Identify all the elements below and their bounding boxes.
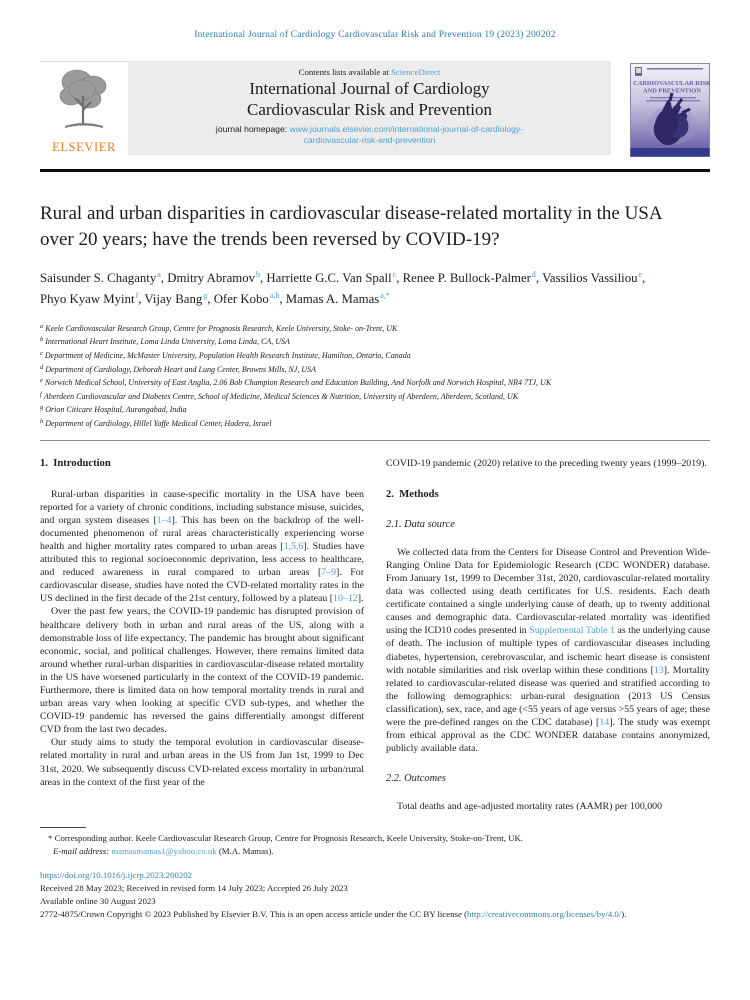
text-segment: g — [203, 291, 208, 301]
reference-link[interactable]: 1,5,6 — [283, 540, 304, 552]
journal-homepage-line — [205, 124, 535, 146]
banner-center — [128, 61, 611, 155]
subsection-heading-data-source: 2.1. Data source — [386, 518, 455, 530]
masthead — [40, 61, 710, 162]
text-segment: , — [279, 292, 286, 307]
text-segment: b — [256, 269, 260, 279]
text-segment: e — [40, 377, 43, 385]
affiliation-item — [40, 375, 710, 389]
article-body — [40, 457, 710, 813]
cc-license-link[interactable]: http://creativecommons.org/licenses/by/4.0/ — [467, 908, 622, 919]
text-segment: c — [40, 349, 43, 357]
affiliation-list — [40, 321, 710, 430]
contents-line — [128, 67, 611, 77]
subsection-heading-outcomes: 2.2. Outcomes — [386, 773, 446, 785]
reference-link[interactable]: 14 — [599, 716, 610, 728]
text-segment: as the underlying cause of death. The inclusion of multiple types of cardiovascular diseases including diabetes, hypertension, cerebrovascular, and ischemic heart disease is consistent with notable similarities and risk overlap within these conditions [ — [386, 625, 710, 676]
text-segment: Orion Citicare Hospital, Aurangabad, India — [45, 405, 187, 415]
text-segment: Contents lists available at — [298, 67, 391, 77]
reference-link[interactable]: 7–9 — [321, 567, 337, 579]
intro-paragraph-2: Over the past few years, the COVID-19 pandemic has disrupted provision of healthcare delivery both in urban and rural areas of the US, along with a demonstrable loss of life expectancy. The pandemic has brought about significant economic, social, and political challenges. However, there remains limited data around whether rural-urban disparities in cardiovascular-disease related mortality in the US have worsened particularly in the context of the COVID-19 pandemic. Furthermore, there is limited data on how temporal mortality trends in rural and urban areas vary when looking at specific CVD sub-types, and whether the COVID-19 pandemic has reversed the gains differentially amongst different CVD from the last two decades. — [40, 606, 364, 736]
affiliation-item — [40, 362, 710, 376]
text-segment: a,* — [380, 291, 390, 301]
text-segment: , — [260, 270, 267, 285]
text-segment: b — [40, 336, 44, 344]
outcomes-paragraph-1: Total deaths and age-adjusted mortality rates (AAMR) per 100,000 — [397, 801, 663, 813]
text-segment: Aberdeen Cardiovascular and Diabetes Centre, School of Medicine, Medical Sciences & Nutrition, University of Aberdeen, Aberdeen, Scotland, UK — [43, 391, 519, 401]
doi-link[interactable]: https://doi.org/10.1016/j.ijcrp.2023.200202 — [40, 869, 193, 880]
text-segment: Dmitry Abramov — [167, 270, 255, 285]
text-segment: We collected data from the Centers for Disease Control and Prevention Wide-Ranging Online Data for Epidemiologic Research (CDC WONDER) database. From January 1st, 1999 to December 31st, 2020, cardiovascular-related mortality data was collected using death certificates for U.S. residents. Each death certificate contained a single underlying cause of death, up to twenty additional causes and demographic data. Cardiovascular-related mortality was identified using the ICD10 codes presented in — [386, 546, 710, 637]
received-dates: Received 28 May 2023; Received in revised form 14 July 2023; Accepted 26 July 2023 — [40, 882, 348, 893]
methods-paragraph-1 — [386, 546, 710, 756]
intro-paragraph-continuation: COVID-19 pandemic (2020) relative to the preceding twenty years (1999–2019). — [386, 458, 707, 470]
text-segment: Harriette G.C. Van Spall — [266, 270, 392, 285]
text-segment: Mamas A. Mamas — [285, 292, 380, 307]
journal-banner — [40, 61, 611, 155]
text-segment: ]. This has been on the backdrop of the well-documented phenomenon of rural areas characteristically experiencing worse health and higher mortality rates compared to urban areas [ — [40, 514, 364, 552]
text-segment: Department of Cardiology, Hillel Yaffe Medical Center, Hadera, Israel — [45, 418, 272, 428]
footnotes — [40, 832, 710, 857]
text-segment: Vassilios Vassiliou — [542, 270, 638, 285]
text-segment: Department of Cardiology, Deborah Heart and Lung Center, Browns Mills, NJ, USA — [45, 364, 316, 374]
text-segment: (M.A. Mamas). — [216, 846, 274, 857]
text-segment: Phyo Kyaw Myint — [40, 292, 135, 307]
text-segment: h — [40, 417, 44, 425]
text-segment: ]. Mortality related to cardiovascular-related disease was queried and stratified according to the following demographics: urban-rural designation (2013 US Census classification), sex, race, and age (<55 years of age versus >55 years of age; these were the pre-defined ranges on the CDC database) [ — [386, 664, 710, 728]
text-segment: c — [392, 269, 397, 279]
journal-title: International Journal of Cardiology Cardiovascular Risk and Prevention — [246, 79, 493, 119]
left-column — [40, 457, 364, 813]
text-segment: , — [396, 270, 403, 285]
supplemental-table-link[interactable]: Supplemental Table 1 — [529, 625, 616, 637]
affiliation-item — [40, 348, 710, 362]
text-segment: a,h — [269, 291, 280, 301]
text-segment: journal homepage: — [215, 124, 290, 134]
publication-info — [40, 869, 710, 921]
corresponding-author-note: * Corresponding author. Keele Cardiovascular Research Group, Centre for Prognosis Research, Keele University, Stoke-on-Trent, UK. — [48, 833, 523, 844]
affiliation-item — [40, 334, 710, 348]
text-segment: 2772-4875/Crown Copyright © 2023 Published by Elsevier B.V. This is an open access article under the CC BY license ( — [40, 908, 468, 919]
email-note — [53, 845, 710, 858]
section-heading-methods: 2. Methods — [386, 488, 439, 500]
journal-cover-thumbnail — [630, 63, 710, 162]
text-segment: g — [40, 404, 44, 412]
text-segment: Keele Cardiovascular Research Group, Centre for Prognosis Research, Keele University, Stoke- on-Trent, UK — [45, 323, 398, 333]
journal-homepage-link[interactable]: www.journals.elsevier.com/international-journal-of-cardiology-cardiovascular-risk-and-prevention — [289, 124, 524, 145]
article-title: Rural and urban disparities in cardiovascular disease-related mortality in the USA over 20 years; have the trends been reversed by COVID-19? — [40, 203, 662, 250]
svg-text:AND PREVENTION: AND PREVENTION — [642, 87, 702, 95]
elsevier-tree-icon — [55, 66, 113, 139]
text-segment: a — [40, 322, 44, 330]
text-segment: e — [638, 269, 643, 279]
available-online: Available online 30 August 2023 — [40, 895, 156, 906]
text-segment: Department of Medicine, McMaster University, Population Health Research Institute, Hamilton, Ontario, Canada — [44, 350, 411, 360]
text-segment: , — [160, 270, 168, 285]
text-segment: , — [207, 292, 214, 307]
footnote-divider — [40, 827, 86, 828]
text-segment: d — [531, 269, 536, 279]
text-segment: ]. Studies have attributed this to regional socioeconomic deprivation, less access to healthcare, and reduced awareness in rural compared to urban areas [ — [40, 540, 364, 579]
text-segment: Saisunder S. Chaganty — [40, 270, 157, 285]
text-segment: ]. The study was exempt from ethical approval as the CDC WONDER database contains anonymized, publicly available data. — [386, 716, 710, 755]
email-link[interactable]: mamasmamas1@yahoo.co.uk — [111, 846, 217, 857]
text-segment: d — [40, 363, 44, 371]
text-segment: Norwich Medical School, University of East Anglia, 2.06 Bob Champion Research and Education Building, And Norfolk and Norwich Hospital, NR4 7TJ, UK — [44, 378, 552, 388]
reference-link[interactable]: 10–12 — [333, 593, 358, 605]
affiliation-item — [40, 321, 710, 335]
masthead-divider — [40, 169, 710, 172]
text-segment: , — [138, 292, 145, 307]
text-segment: ). — [621, 908, 627, 919]
running-head-citation: International Journal of Cardiology Cardiovascular Risk and Prevention 19 (2023) 200202 — [194, 30, 556, 40]
sciencedirect-link[interactable]: ScienceDirect — [391, 67, 441, 77]
text-segment: a — [157, 269, 161, 279]
reference-link[interactable]: 1–4 — [156, 514, 172, 526]
affiliation-item — [40, 389, 710, 403]
text-segment: E-mail address: — [53, 846, 112, 857]
text-segment: International Heart Institute, Loma Linda University, Loma Linda, CA, USA — [45, 337, 290, 347]
intro-paragraph-1 — [40, 488, 364, 606]
elsevier-wordmark: ELSEVIER — [52, 140, 116, 154]
svg-text:CARDIOVASCULAR RISK: CARDIOVASCULAR RISK — [633, 80, 710, 87]
section-heading-introduction: 1. Introduction — [40, 458, 111, 470]
author-list — [40, 266, 670, 309]
text-segment: Ofer Kobo — [213, 292, 269, 307]
abstract-divider — [40, 440, 710, 441]
text-segment: , — [535, 270, 543, 285]
copyright-line — [40, 908, 710, 921]
text-segment: f — [40, 390, 42, 398]
text-segment: Vijay Bang — [144, 292, 203, 307]
reference-link[interactable]: 13 — [653, 664, 664, 676]
text-segment: Renee P. Bullock-Palmer — [402, 270, 531, 285]
affiliation-item — [40, 402, 710, 416]
text-segment: ]. For cardiovascular disease, studies have noted the CVD-related mortality rates in the US declined in the first decade of the 21st century, followed by a plateau [ — [40, 567, 364, 605]
right-column — [386, 457, 710, 813]
affiliation-item — [40, 416, 710, 430]
text-segment: Rural-urban disparities in cause-specific mortality in the USA have been reported for a variety of chronic conditions, including substance misuse, suicides, and organ system diseases [ — [40, 488, 364, 526]
elsevier-logo — [40, 61, 128, 155]
text-segment: f — [135, 291, 139, 301]
text-segment: ]. — [357, 593, 364, 605]
text-segment: , — [642, 270, 646, 285]
intro-paragraph-3: Our study aims to study the temporal evolution in cardiovascular disease-related mortality in rural and urban areas in the US from Jan 1st, 1999 to Dec 31st, 2020. We subsequently discuss CVD-related excess mortality in urban/rural areas in the context of the first year of the — [40, 737, 364, 788]
